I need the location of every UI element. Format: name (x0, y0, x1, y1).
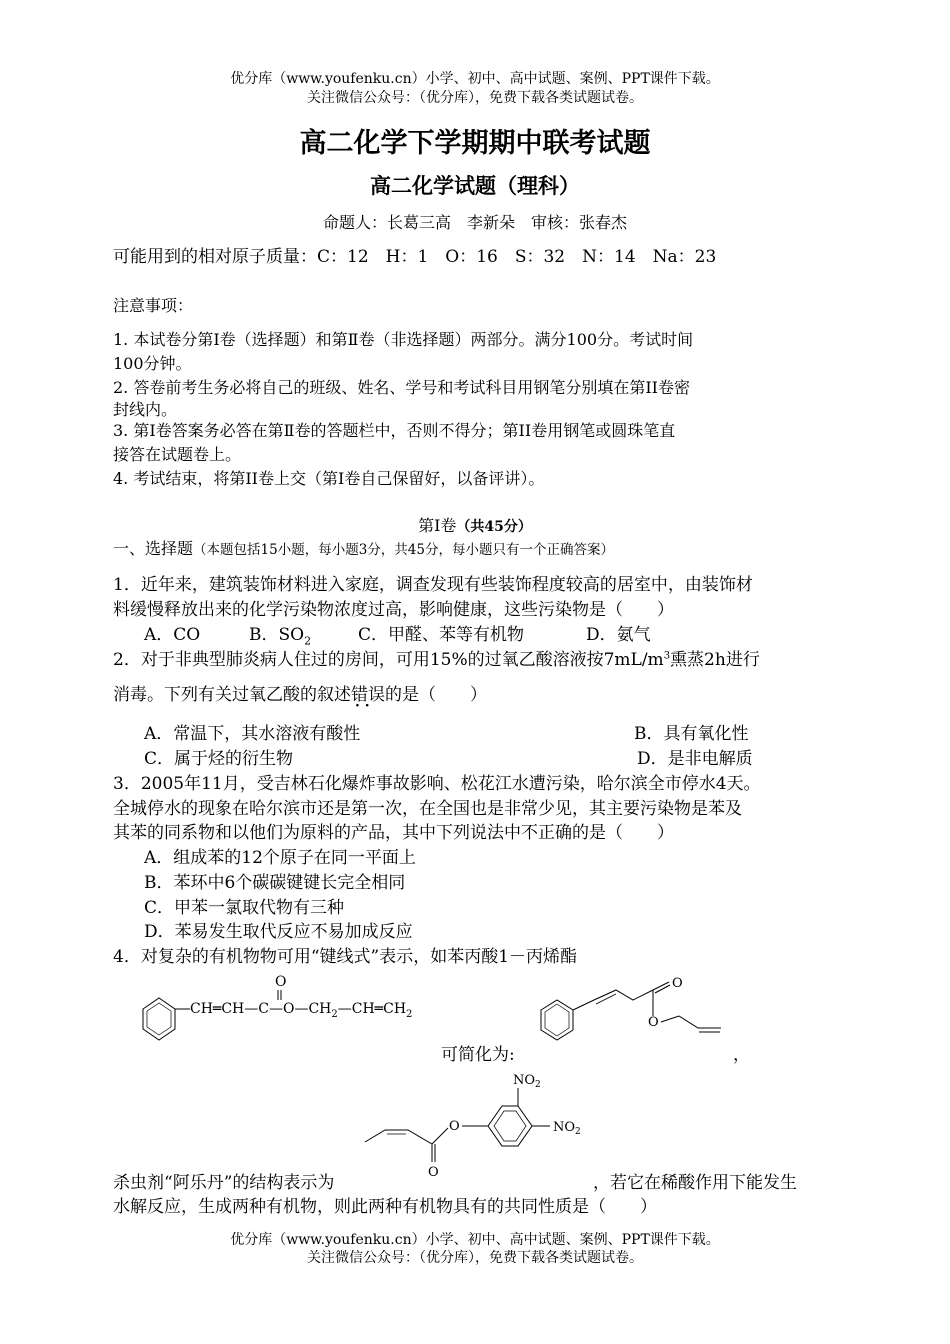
q1-option-b-text: B．SO (249, 625, 305, 645)
q3-line-1: 3．2005年11月，受吉林石化爆炸事故影响、松花江水遭污染，哈尔滨全市停水4天。 (113, 774, 761, 794)
q1-option-b (249, 620, 311, 647)
authors-line: 命题人：长葛三高 李新朵 审核：张春杰 (322, 213, 627, 232)
q2-line-1 (113, 645, 760, 670)
q4-line-2b: ，若它在稀酸作用下能发生 (593, 1173, 797, 1193)
q1-option-d: D．氨气 (586, 625, 651, 645)
expanded-formula-diagram (118, 968, 448, 1050)
chain-part-1: CH═CH—C—O—CH (190, 1001, 332, 1017)
q2-option-a: A．常温下，其水溶液有酸性 (144, 724, 361, 744)
section-heading (113, 536, 614, 559)
q3-option-a: A．组成苯的12个原子在同一平面上 (144, 848, 416, 868)
chain-part-2: —CH═CH (337, 1001, 407, 1017)
note-2a: 2. 答卷前考生务必将自己的班级、姓名、学号和考试科目用钢笔分别填在第II卷密 (113, 378, 690, 397)
note-1a: 1. 本试卷分第Ⅰ卷（选择题）和第Ⅱ卷（非选择题）两部分。满分100分。考试时间 (113, 330, 694, 349)
benzene-inner-ring-shape (147, 1003, 171, 1035)
note-1b: 100分钟。 (113, 354, 192, 373)
q2-option-d: D．是非电解质 (637, 749, 753, 769)
aledan-o-ester: O (449, 1119, 460, 1134)
chain-sub-2: 2 (406, 1009, 413, 1020)
expanded-formula-o-top: O (275, 974, 287, 990)
section-heading-note: （本题包括15小题，每小题3分，共45分，每小题只有一个正确答案） (193, 542, 614, 558)
skeletal-ring-shape (541, 1000, 573, 1040)
q4-line-3: 水解反应，生成两种有机物，则此两种有机物具有的共同性质是（ ） (113, 1197, 657, 1217)
q1-line-1: 1．近年来，建筑装饰材料进入家庭，调查发现有些装饰程度较高的居室中，由装饰材 (113, 575, 753, 595)
expanded-formula-chain (190, 1001, 412, 1020)
aledan-o-carbonyl: O (428, 1165, 439, 1180)
q4-line-1: 4．对复杂的有机物物可用“键线式”表示，如苯丙酸1－丙烯酯 (113, 947, 578, 967)
q2-line-2b: 的是（ ） (385, 685, 487, 705)
q1-option-a: A．CO (144, 625, 201, 645)
part-title-text: 第Ⅰ卷 (418, 516, 457, 535)
atomic-mass-line: 可能用到的相对原子质量：C：12 H：1 O：16 S：32 N：14 Na：23 (113, 247, 717, 267)
q2-option-b: B．具有氧化性 (634, 724, 749, 744)
skeletal-o-carbonyl: O (672, 976, 683, 991)
q4-simplify-label: 可简化为: (441, 1045, 515, 1065)
part-title (0, 513, 950, 536)
header-line-1: 优分库（www.youfenku.cn）小学、初中、高中试题、案例、PPT课件下载。 (230, 71, 720, 87)
q2-line-2a: 消毒。下列有关过氧乙酸的叙述 (113, 685, 351, 705)
note-2b: 封线内。 (113, 400, 178, 419)
q1-option-c: C．甲醛、苯等有机物 (358, 625, 525, 645)
aledan-structure-diagram (360, 1066, 600, 1182)
q2-line-2 (113, 680, 487, 705)
q3-option-d: D．苯易发生取代反应不易加成反应 (144, 922, 413, 942)
q3-option-c: C．甲苯一氯取代物有三种 (144, 898, 345, 918)
q2-option-c: C．属于烃的衍生物 (144, 749, 294, 769)
q3-line-3: 其苯的同系物和以他们为原料的产品，其中下列说法中不正确的是（ ） (113, 823, 674, 843)
note-4: 4. 考试结束，将第II卷上交（第I卷自己保留好，以备评讲）。 (113, 469, 545, 488)
note-3a: 3. 第Ⅰ卷答案务必答在第Ⅱ卷的答题栏中，否则不得分；第II卷用钢笔或圆珠笔直 (113, 421, 676, 440)
section-heading-text: 一、选择题 (113, 539, 194, 558)
page-title: 高二化学下学期期中联考试题 (299, 128, 651, 159)
aledan-ring-shape (488, 1106, 532, 1146)
q1-option-b-sub: 2 (304, 634, 312, 648)
q3-option-b: B．苯环中6个碳碳键键长完全相同 (144, 873, 406, 893)
notes-heading: 注意事项： (113, 296, 194, 315)
header-line-2: 关注微信公众号：（优分库），免费下载各类试题试卷。 (307, 90, 643, 106)
skeletal-formula-diagram (536, 972, 736, 1054)
q4-line-2a: 杀虫剂“阿乐丹”的结构表示为 (113, 1173, 335, 1193)
footer-line-1: 优分库（www.youfenku.cn）小学、初中、高中试题、案例、PPT课件下载。 (230, 1232, 720, 1248)
skeletal-o-ester: O (648, 1015, 659, 1030)
no2-top-label: $NO_2$ (513, 1073, 541, 1090)
q2-line-1-sup: 3 (663, 650, 671, 662)
q3-line-2: 全城停水的现象在哈尔滨市还是第一次，在全国也是非常少见，其主要污染物是苯及 (113, 799, 742, 819)
q1-line-2: 料缓慢释放出来的化学污染物浓度过高，影响健康，这些污染物是（ ） (113, 600, 674, 620)
note-3b: 接答在试题卷上。 (113, 445, 242, 464)
q2-line-1b: 熏蒸2h进行 (670, 650, 760, 670)
q2-emphasis: 错误 · · (351, 680, 385, 705)
no2-right-label: $NO_2$ (553, 1120, 581, 1137)
part-score: （共45分） (456, 519, 532, 535)
footer-line-2: 关注微信公众号：（优分库），免费下载各类试题试卷。 (307, 1250, 643, 1266)
chain-sub-1: 2 (331, 1009, 338, 1020)
benzene-ring-shape (143, 998, 175, 1040)
q2-line-1a: 2．对于非典型肺炎病人住过的房间，可用15%的过氧乙酸溶液按7mL/m (113, 650, 664, 670)
page-subtitle: 高二化学试题（理科） (370, 173, 580, 198)
q4-comma: ， (733, 1045, 750, 1065)
